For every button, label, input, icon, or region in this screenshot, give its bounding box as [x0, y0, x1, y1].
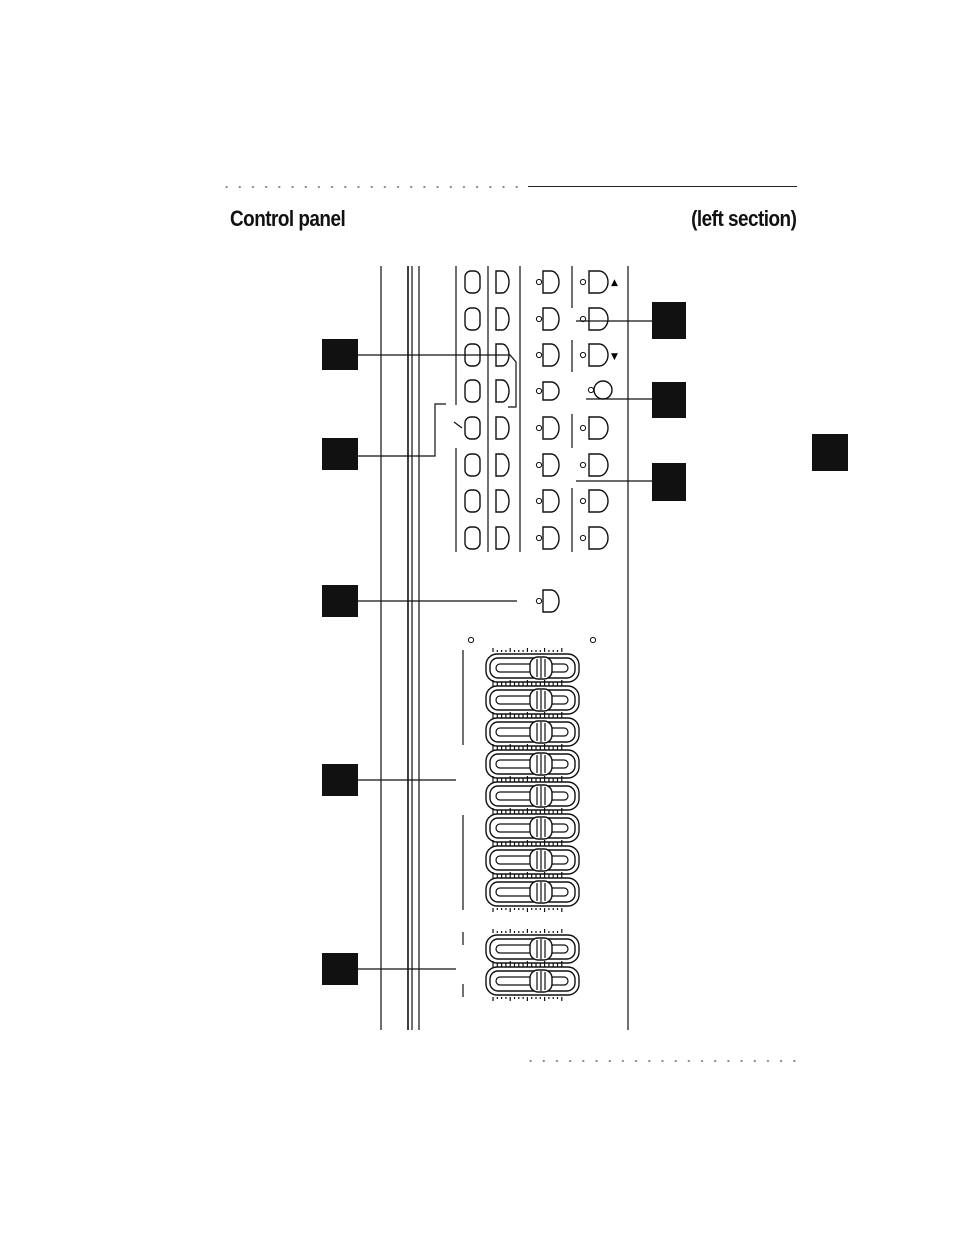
callout-box-6: [652, 302, 686, 339]
button-col3-row3[interactable]: [543, 344, 559, 366]
led-col3-row4: [536, 388, 541, 393]
led-col4-row7: [580, 498, 585, 503]
button-col4-row6[interactable]: [589, 454, 608, 476]
slider-6[interactable]: [486, 808, 579, 848]
led-col4-row3: [580, 352, 585, 357]
slider-8[interactable]: [486, 872, 579, 912]
button-col2-row5[interactable]: [496, 417, 509, 439]
led-col4-row1: [580, 279, 585, 284]
led-col3-row1: [536, 279, 541, 284]
button-col1-row5[interactable]: [465, 417, 480, 439]
led-col4-row5: [580, 425, 585, 430]
single-button-group: [536, 590, 559, 612]
button-col4-row8[interactable]: [589, 527, 608, 549]
slider-4[interactable]: [486, 744, 579, 784]
led-col4-row8: [580, 535, 585, 540]
led-col3-row5: [536, 425, 541, 430]
slider-10[interactable]: [486, 961, 579, 1001]
button-col2-row8[interactable]: [496, 527, 509, 549]
led-col3-row8: [536, 535, 541, 540]
slider-7[interactable]: [486, 840, 579, 880]
round-button-led: [588, 387, 593, 392]
page-title: Control panel: [230, 206, 346, 231]
button-col4-row3[interactable]: [589, 344, 608, 366]
page-subtitle: (left section): [690, 206, 796, 231]
slider-5[interactable]: [486, 776, 579, 816]
button-col2-row7[interactable]: [496, 490, 509, 512]
slider-right-led: [590, 637, 595, 642]
button-col1-row8[interactable]: [465, 527, 480, 549]
button-col4-row7[interactable]: [589, 490, 608, 512]
button-col1-row7[interactable]: [465, 490, 480, 512]
button-col3-row4[interactable]: [543, 382, 559, 400]
single-button-led: [536, 598, 541, 603]
round-button[interactable]: [594, 381, 612, 399]
button-col2-row1[interactable]: [496, 271, 509, 293]
led-col3-row2: [536, 316, 541, 321]
led-col3-row6: [536, 462, 541, 467]
single-button[interactable]: [543, 590, 559, 612]
arrow-up-icon: ▲: [611, 278, 618, 288]
slider-left-led: [468, 637, 473, 642]
button-col1-row6[interactable]: [465, 454, 480, 476]
callout-box-4: [322, 764, 358, 796]
button-col1-row4[interactable]: [465, 380, 480, 402]
button-col3-row6[interactable]: [543, 454, 559, 476]
button-col4-row5[interactable]: [589, 417, 608, 439]
callout-box-3: [322, 585, 358, 617]
button-col4-row2[interactable]: [589, 308, 608, 330]
led-col3-row7: [536, 498, 541, 503]
button-grid: [465, 271, 608, 549]
slider-3[interactable]: [486, 712, 579, 752]
button-col3-row5[interactable]: [543, 417, 559, 439]
slider-bank: [486, 648, 579, 1001]
button-col3-row7[interactable]: [543, 490, 559, 512]
slider-2[interactable]: [486, 680, 579, 720]
slider-1[interactable]: [486, 648, 579, 688]
button-col3-row8[interactable]: [543, 527, 559, 549]
callout-box-5: [322, 953, 358, 985]
led-col4-row6: [580, 462, 585, 467]
callout-box-8: [652, 463, 686, 501]
callout-box-2: [322, 438, 358, 470]
button-col4-row1[interactable]: [589, 271, 608, 293]
side-tab: [812, 434, 848, 471]
button-col2-row6[interactable]: [496, 454, 509, 476]
button-col1-row1[interactable]: [465, 271, 480, 293]
callout-box-1: [322, 339, 358, 370]
slider-9[interactable]: [486, 929, 579, 969]
button-col3-row1[interactable]: [543, 271, 559, 293]
arrow-down-icon: ▼: [611, 352, 618, 362]
callout-box-7: [652, 382, 686, 418]
led-col3-row3: [536, 352, 541, 357]
button-col2-row2[interactable]: [496, 308, 509, 330]
button-col3-row2[interactable]: [543, 308, 559, 330]
button-col1-row2[interactable]: [465, 308, 480, 330]
button-col2-row4[interactable]: [496, 380, 509, 402]
